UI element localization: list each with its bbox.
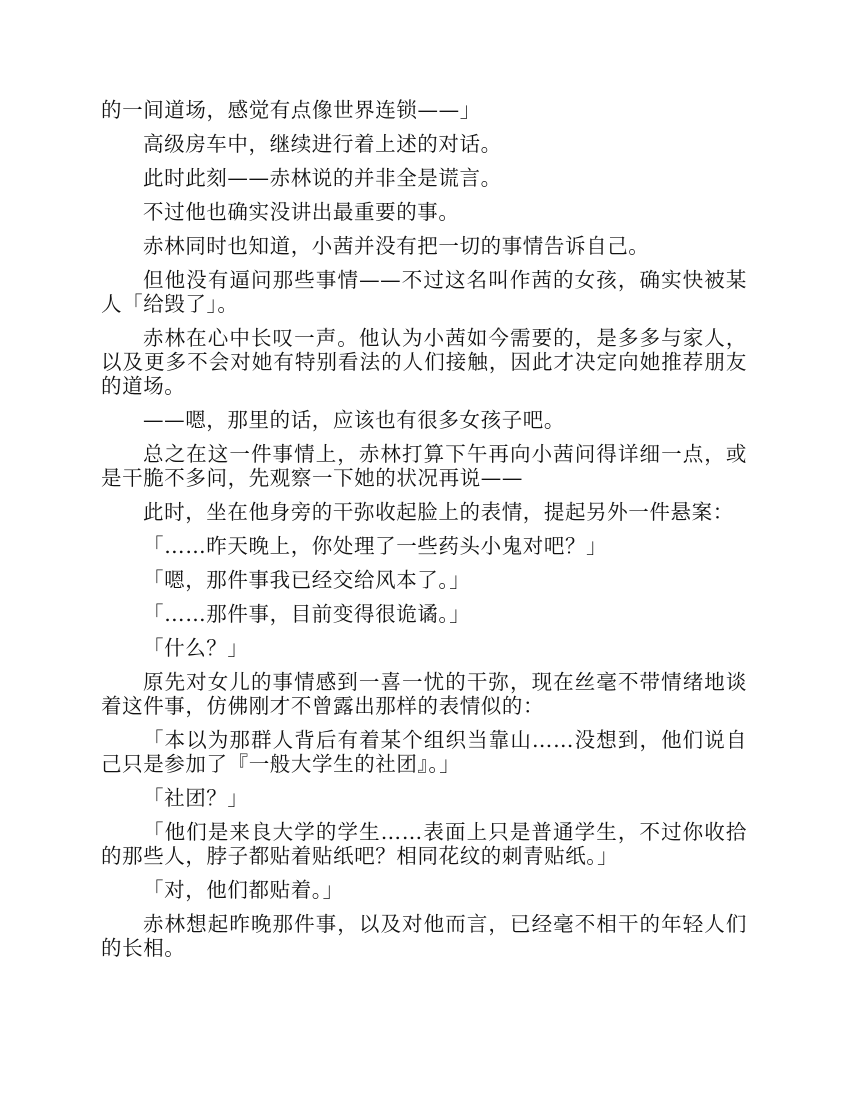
paragraph: 但他没有逼问那些事情——不过这名叫作茜的女孩，确实快被某人「给毁了」。 — [101, 268, 747, 316]
paragraph: 不过他也确实没讲出最重要的事。 — [143, 200, 460, 224]
paragraph: 此时此刻——赤林说的并非全是谎言。 — [143, 166, 502, 190]
dialogue-line: 「本以为那群人背后有着某个组织当靠山……没想到，他们说自己只是参加了『一般大学生的社团』。」 — [101, 728, 747, 776]
dialogue-line: 「嗯，那件事我已经交给风本了。」 — [143, 568, 471, 592]
paragraph: 此时，坐在他身旁的干弥收起脸上的表情，提起另外一件悬案： — [143, 500, 734, 524]
paragraph: 原先对女儿的事情感到一喜一忧的干弥，现在丝毫不带情绪地谈着这件事，仿佛刚才不曾露出那样的表情似的： — [101, 670, 747, 718]
paragraph: 赤林同时也知道，小茜并没有把一切的事情告诉自己。 — [143, 234, 650, 258]
dialogue-line: 「……那件事，目前变得很诡谲。」 — [143, 602, 471, 626]
document-page — [101, 98, 747, 970]
paragraph: 高级房车中，继续进行着上述的对话。 — [143, 132, 502, 156]
paragraph: 总之在这一件事情上，赤林打算下午再向小茜问得详细一点，或是干脆不多问，先观察一下她的状况再说—— — [101, 442, 747, 490]
paragraph: 赤林想起昨晚那件事，以及对他而言，已经毫不相干的年轻人们的长相。 — [101, 912, 747, 960]
dialogue-line: 「什么？」 — [143, 636, 249, 660]
dialogue-line: 「社团？」 — [143, 786, 249, 810]
dialogue-line: 「对，他们都贴着。」 — [143, 878, 344, 902]
paragraph: 赤林在心中长叹一声。他认为小茜如今需要的，是多多与家人，以及更多不会对她有特别看法的人们接触，因此才决定向她推荐朋友的道场。 — [101, 326, 747, 398]
paragraph: ——嗯，那里的话，应该也有很多女孩子吧。 — [143, 408, 565, 432]
dialogue-line: 「……昨天晚上，你处理了一些药头小鬼对吧？」 — [143, 534, 608, 558]
paragraph: 的一间道场，感觉有点像世界连锁——」 — [101, 98, 481, 122]
dialogue-line: 「他们是来良大学的学生……表面上只是普通学生，不过你收拾的那些人，脖子都贴着贴纸吧？相同花纹的刺青贴纸。」 — [101, 820, 747, 868]
